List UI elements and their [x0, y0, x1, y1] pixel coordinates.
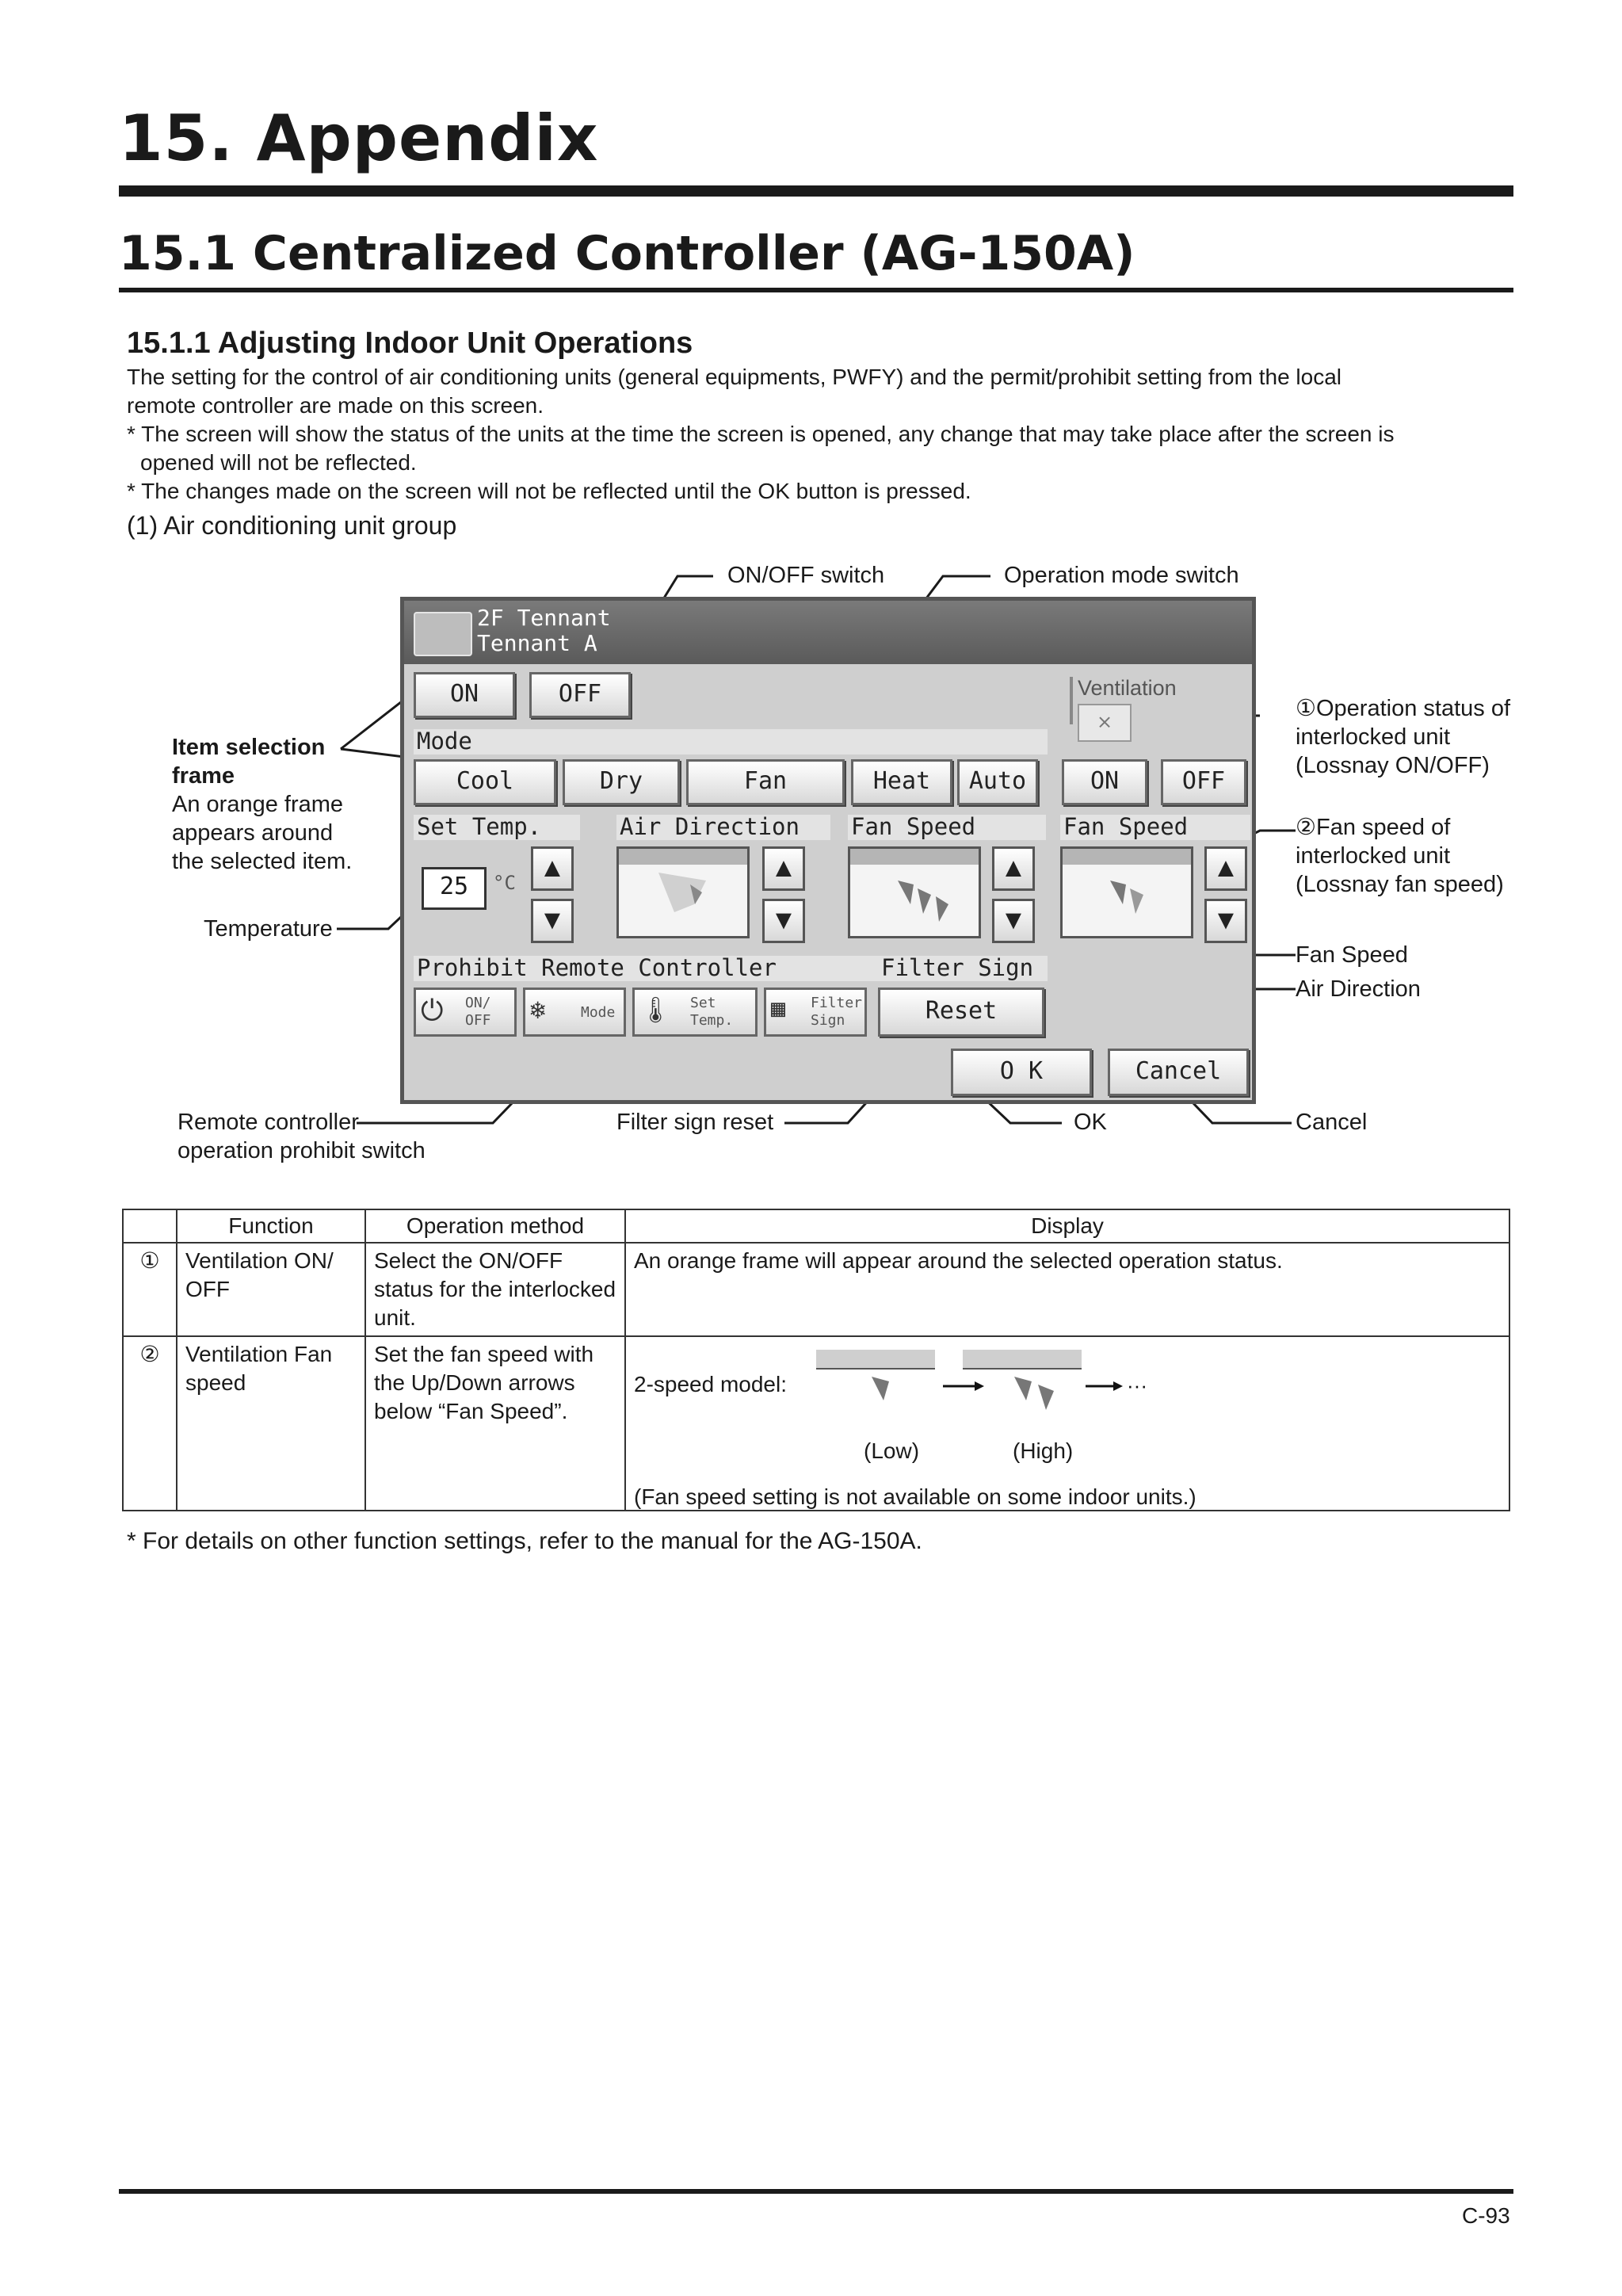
group-label: (1) Air conditioning unit group: [127, 511, 457, 540]
air-direction-down-arrow-icon[interactable]: ▼: [762, 899, 805, 943]
fan-speed-up-arrow-icon[interactable]: ▲: [992, 846, 1035, 891]
mode-label: Mode: [417, 728, 472, 755]
vent-fan-speed-down-arrow-icon[interactable]: ▼: [1204, 899, 1247, 943]
prohibit-on-off-label-1: ON/: [465, 995, 491, 1011]
note-2: * The changes made on the screen will not be reflected until the OK button is pressed.: [127, 479, 971, 503]
table-row: [123, 1336, 1509, 1511]
row-2-method: Set the fan speed with the Up/Down arrows below “Fan Speed”.: [365, 1336, 625, 1511]
mode-heat-button[interactable]: Heat: [851, 759, 952, 805]
row-2-function: Ventilation Fan speed: [177, 1336, 365, 1511]
intro-line-1: The setting for the control of air conditioning units (general equipments, PWFY) and the permit/prohibit setting from the local: [127, 365, 1341, 389]
controller-screen: [400, 597, 1256, 1104]
callout-air-direction: Air Direction: [1296, 976, 1421, 1002]
page-number: C-93: [1462, 2203, 1510, 2228]
callout-op-status-1: ①Operation status of: [1296, 696, 1511, 721]
prohibit-set-temp-label-1: Set: [690, 995, 716, 1011]
callout-remote-prohibit-2: operation prohibit switch: [177, 1138, 426, 1163]
prohibit-filter-label-1: Filter: [811, 995, 863, 1011]
filter-icon: ▦: [771, 995, 786, 1022]
note-1-line-2: opened will not be reflected.: [140, 450, 417, 475]
prohibit-mode-button[interactable]: [523, 988, 626, 1037]
row-1-display: An orange frame will appear around the selected operation status.: [625, 1243, 1509, 1336]
temp-up-arrow-icon[interactable]: ▲: [531, 846, 574, 891]
vent-fan-speed-up-arrow-icon[interactable]: ▲: [1204, 846, 1247, 891]
row-2-display: [625, 1336, 1509, 1511]
ventilation-icon: ⨯: [1078, 704, 1132, 742]
callout-fan-speed-interlock-2: interlocked unit: [1296, 843, 1451, 869]
low-label: (Low): [864, 1438, 920, 1463]
table-header-num: [123, 1209, 177, 1243]
fan-speed-low-high-graphic: [816, 1347, 1165, 1418]
set-temp-label: Set Temp.: [417, 813, 542, 840]
vent-fan-speed-image: [1060, 846, 1193, 938]
table-header-row: [123, 1209, 1509, 1243]
table-header-method: Operation method: [365, 1209, 625, 1243]
mode-cool-button[interactable]: Cool: [414, 759, 556, 805]
fan-speed-down-arrow-icon[interactable]: ▼: [992, 899, 1035, 943]
air-direction-image: [616, 846, 750, 938]
ventilation-label: Ventilation: [1078, 676, 1177, 700]
section-title: 15.1 Centralized Controller (AG-150A): [119, 226, 1135, 281]
temperature-value: 25: [422, 867, 487, 910]
callout-temperature: Temperature: [204, 916, 333, 942]
filter-reset-button[interactable]: Reset: [878, 988, 1044, 1037]
filter-sign-label: Filter Sign: [881, 954, 1034, 981]
cancel-button[interactable]: Cancel: [1108, 1049, 1249, 1096]
air-direction-graphic: [619, 849, 747, 936]
row-1-number: ①: [123, 1243, 177, 1336]
callout-operation-mode-switch: Operation mode switch: [1004, 563, 1239, 588]
air-direction-label: Air Direction: [620, 813, 800, 840]
table-header-function: Function: [177, 1209, 365, 1243]
callout-item-selection-title-1: Item selection: [172, 735, 326, 760]
note-1-line-1: * The screen will show the status of the units at the time the screen is opened, any change that may take place after the screen is: [127, 422, 1395, 446]
prohibit-on-off-label-2: OFF: [465, 1012, 491, 1029]
mode-fan-button[interactable]: Fan: [686, 759, 845, 805]
footer-rule: [119, 2189, 1513, 2194]
callout-fan-speed: Fan Speed: [1296, 942, 1408, 968]
prohibit-filter-sign-button[interactable]: [764, 988, 867, 1037]
vent-fan-speed-graphic: [1063, 849, 1191, 936]
high-label: (High): [1013, 1438, 1074, 1463]
row-1-function: Ventilation ON/ OFF: [177, 1243, 365, 1336]
function-table: [122, 1209, 1510, 1511]
prohibit-mode-label: Mode: [581, 1004, 616, 1021]
two-speed-model-label: 2-speed model:: [634, 1372, 788, 1396]
prohibit-on-off-button[interactable]: [414, 988, 517, 1037]
callout-fan-speed-interlock-3: (Lossnay fan speed): [1296, 872, 1504, 897]
mode-auto-button[interactable]: Auto: [957, 759, 1038, 805]
air-direction-up-arrow-icon[interactable]: ▲: [762, 846, 805, 891]
callout-item-selection-desc-2: appears around: [172, 820, 334, 846]
ventilation-bracket: [1070, 677, 1073, 724]
power-icon: ⏻: [421, 995, 444, 1027]
callout-on-off-switch: ON/OFF switch: [727, 563, 885, 588]
table-row: [123, 1243, 1509, 1336]
fan-speed-availability-note: (Fan speed setting is not available on some indoor units.): [634, 1484, 1196, 1509]
callout-filter-sign-reset: Filter sign reset: [616, 1110, 774, 1135]
row-1-method: Select the ON/OFF status for the interlocked unit.: [365, 1243, 625, 1336]
thermometer-icon: 🌡: [639, 995, 672, 1025]
callout-remote-prohibit-1: Remote controller: [177, 1110, 359, 1135]
svg-text:···: ···: [1127, 1373, 1147, 1397]
prohibit-filter-label-2: Sign: [811, 1012, 845, 1029]
screen-title: 2F Tennant Tennant A: [477, 605, 611, 656]
table-header-display: Display: [625, 1209, 1509, 1243]
vent-fan-speed-label: Fan Speed: [1063, 813, 1189, 840]
temp-down-arrow-icon[interactable]: ▼: [531, 899, 574, 943]
subsection-title: 15.1.1 Adjusting Indoor Unit Operations: [127, 327, 693, 360]
callout-cancel: Cancel: [1296, 1110, 1368, 1135]
footnote: * For details on other function settings, refer to the manual for the AG-150A.: [127, 1528, 922, 1554]
chapter-title: 15. Appendix: [119, 101, 599, 175]
vent-on-button[interactable]: ON: [1062, 759, 1147, 805]
prohibit-label: Prohibit Remote Controller: [417, 954, 777, 981]
on-button[interactable]: ON: [414, 672, 515, 718]
callout-op-status-3: (Lossnay ON/OFF): [1296, 753, 1490, 778]
vent-off-button[interactable]: OFF: [1161, 759, 1246, 805]
callout-op-status-2: interlocked unit: [1296, 724, 1451, 750]
prohibit-set-temp-label-2: Temp.: [690, 1012, 734, 1029]
callout-item-selection-title-2: frame: [172, 763, 235, 789]
callout-item-selection-desc-3: the selected item.: [172, 849, 353, 874]
ok-button[interactable]: O K: [951, 1049, 1092, 1096]
callout-fan-speed-interlock-1: ②Fan speed of: [1296, 815, 1451, 840]
mode-strip: [414, 729, 1048, 755]
intro-line-2: remote controller are made on this screen.: [127, 393, 544, 418]
mode-dry-button[interactable]: Dry: [563, 759, 680, 805]
screen-title-bar: [404, 601, 1252, 664]
off-button[interactable]: OFF: [529, 672, 631, 718]
fan-speed-graphic: [850, 849, 979, 936]
fan-speed-label: Fan Speed: [851, 813, 976, 840]
mode-icon: ❄: [530, 995, 546, 1025]
prohibit-set-temp-button[interactable]: [632, 988, 758, 1037]
row-2-number: ②: [123, 1336, 177, 1511]
unit-group-icon: [414, 612, 472, 656]
fan-speed-image: [848, 846, 981, 938]
callout-item-selection-desc-1: An orange frame: [172, 792, 344, 817]
temperature-unit: °C: [493, 872, 516, 894]
callout-ok: OK: [1074, 1110, 1107, 1135]
